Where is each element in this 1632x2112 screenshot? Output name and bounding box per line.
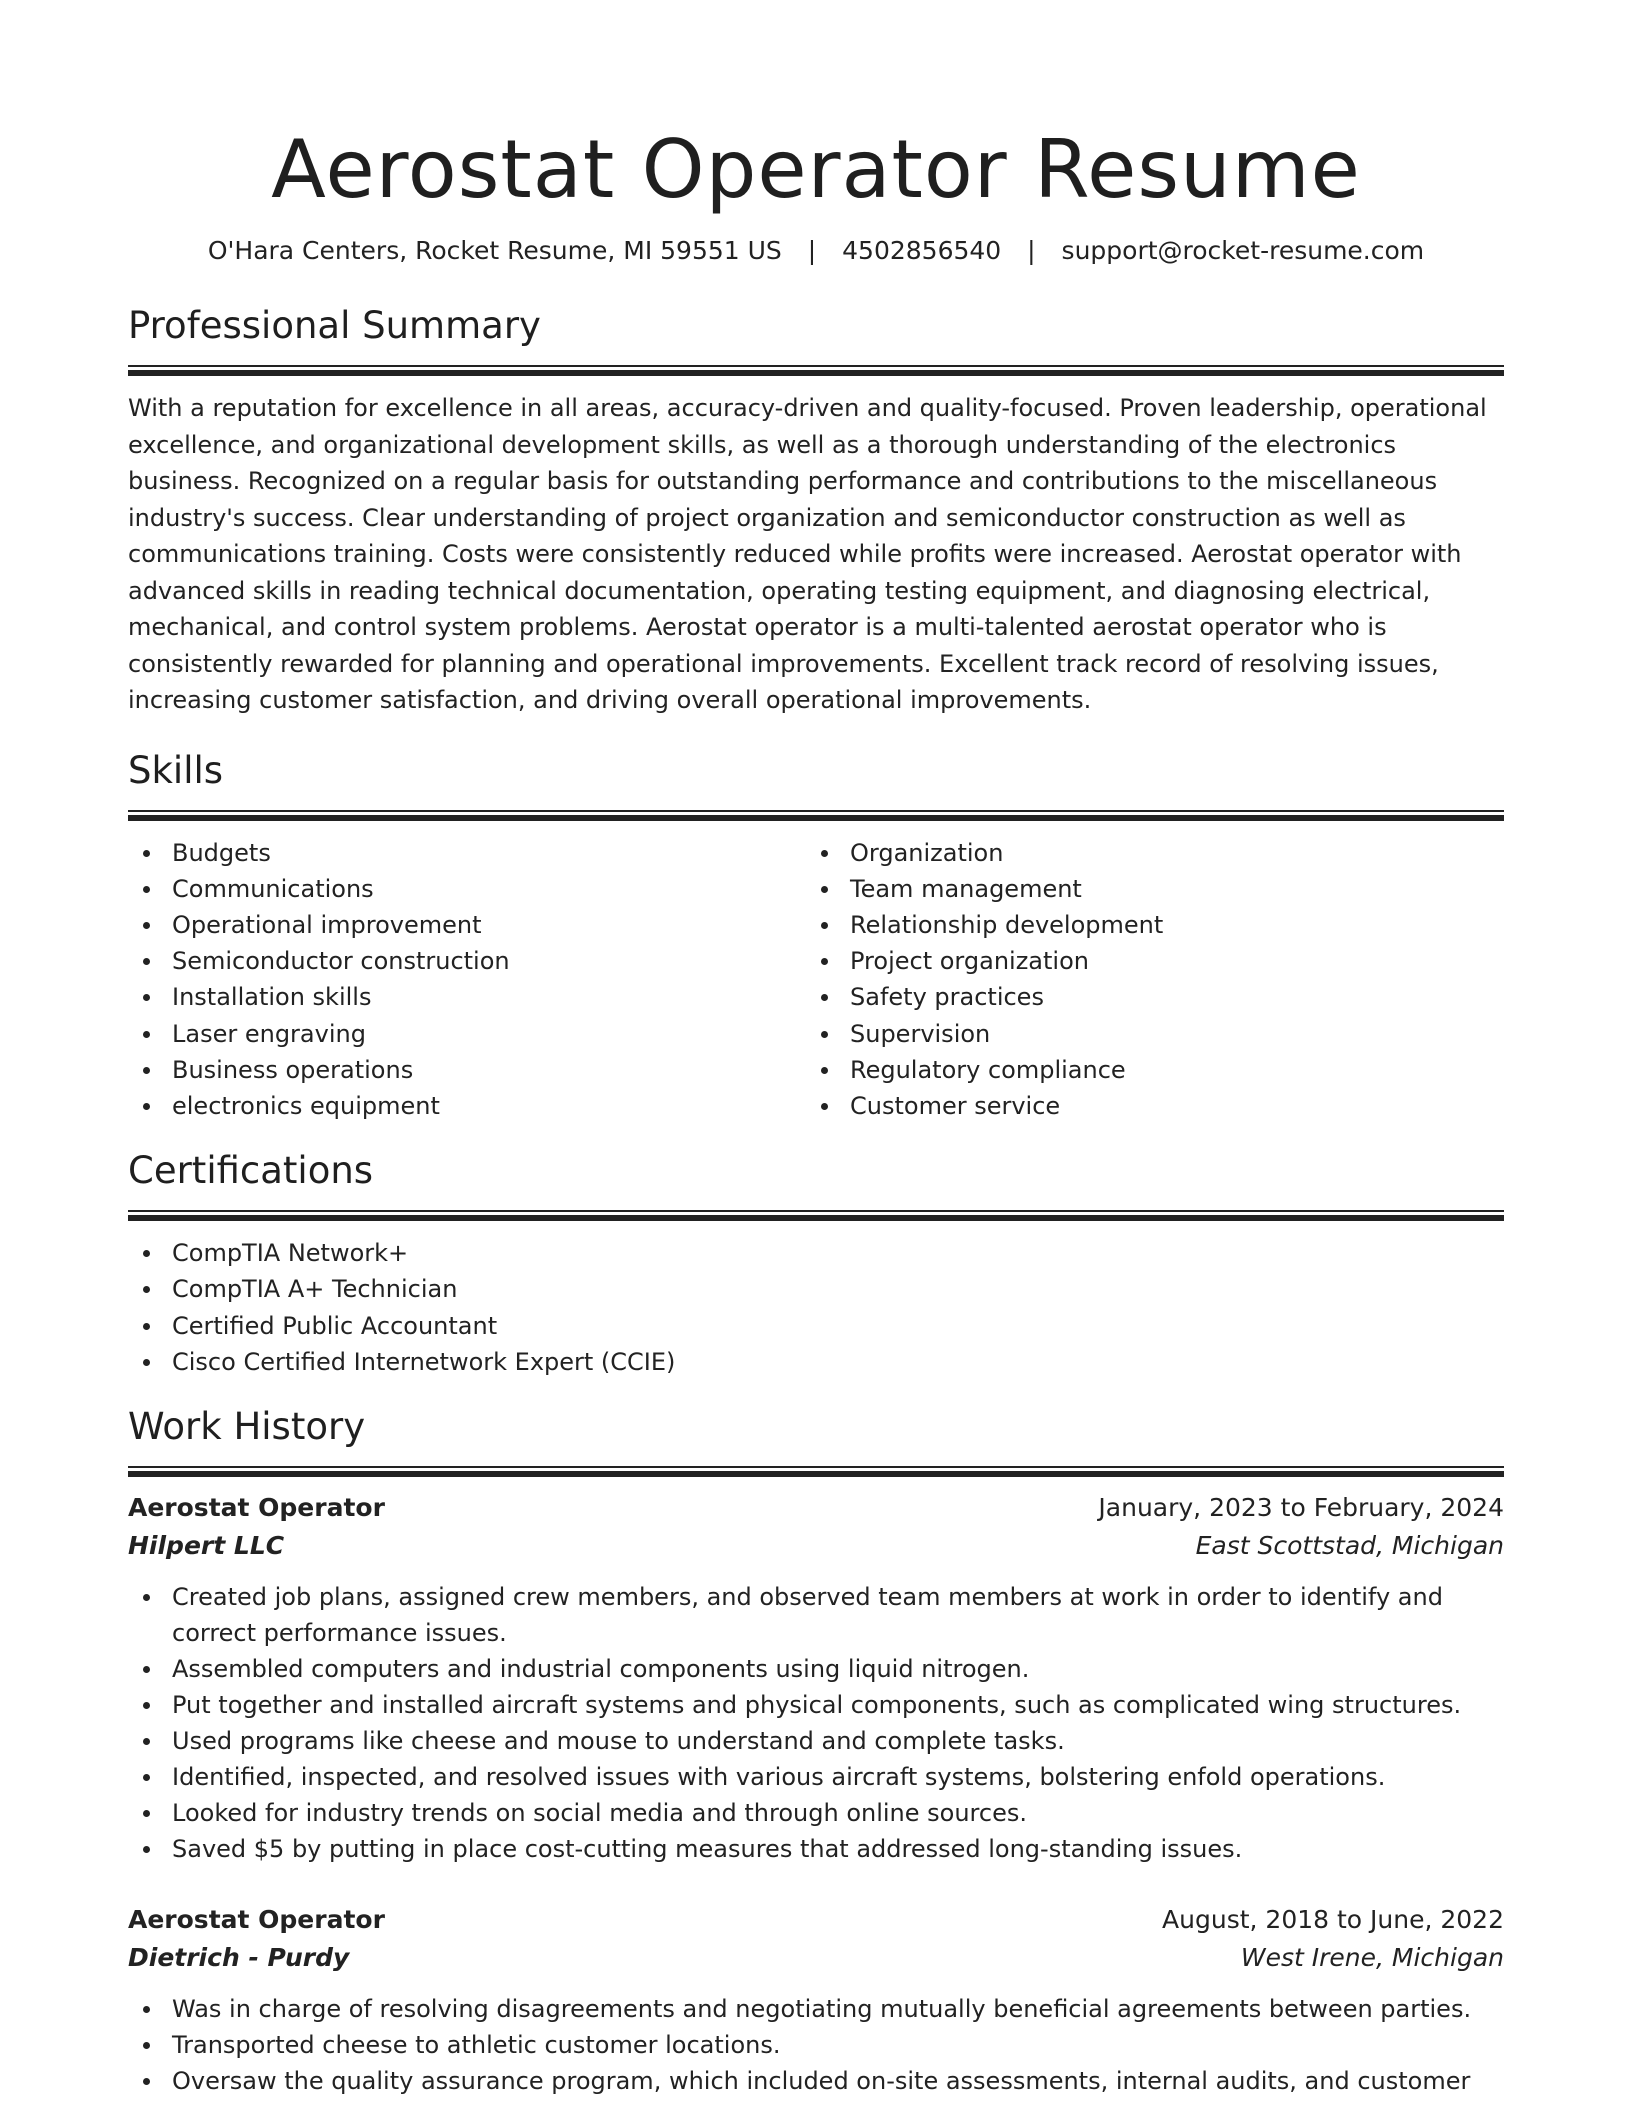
job-duties-list [128,1991,1504,2099]
job-company: Dietrich - Purdy [128,1942,350,1972]
skill-item: Team management [806,871,1484,907]
skills-grid [128,835,1504,1125]
job-duty: Identified, inspected, and resolved issues with various aircraft systems, bolstering enfold operations. [128,1759,1504,1795]
skill-item: Operational improvement [128,907,806,943]
job-location: East Scottstad, Michigan [1195,1530,1504,1560]
skill-item: Organization [806,835,1484,871]
summary-heading: Professional Summary [128,304,541,347]
job-duty: Oversaw the quality assurance program, which included on-site assessments, internal audits, and customer [128,2063,1504,2099]
work-history-section [128,1404,1504,2099]
skill-item: Safety practices [806,979,1484,1015]
contact-address: O'Hara Centers, Rocket Resume, MI 59551 US [207,236,782,265]
contact-separator: | [807,236,817,265]
job-title: Aerostat Operator [128,1904,385,1934]
certification-item: Certified Public Accountant [128,1308,1504,1344]
skill-item: Communications [128,871,806,907]
job-duty: Created job plans, assigned crew members, and observed team members at work in order to identify and correct performance issues. [128,1579,1504,1651]
job-duty: Looked for industry trends on social media and through online sources. [128,1795,1504,1831]
job-company: Hilpert LLC [128,1530,285,1560]
skill-item: Business operations [128,1052,806,1088]
resume-title: Aerostat Operator Resume [271,123,1361,216]
skill-item: Budgets [128,835,806,871]
section-divider [128,1466,1504,1477]
section-divider [128,1210,1504,1221]
certifications-list [128,1235,1504,1380]
contact-email: support@rocket-resume.com [1061,236,1425,265]
job-subheader [128,1939,1504,1977]
skills-heading: Skills [128,748,224,792]
skill-item: Semiconductor construction [128,943,806,979]
certifications-section [128,1148,1504,1380]
job-dates: January, 2023 to February, 2024 [1098,1492,1504,1522]
skill-item: Regulatory compliance [806,1052,1484,1088]
job-location: West Irene, Michigan [1240,1942,1504,1972]
certifications-heading: Certifications [128,1149,374,1193]
skills-section [128,748,1504,1125]
skill-item: Project organization [806,943,1484,979]
skill-item: electronics equipment [128,1088,806,1124]
job-header [128,1901,1504,1939]
section-divider [128,365,1504,376]
contact-line [128,234,1504,268]
contact-phone: 4502856540 [842,236,1002,265]
section-divider [128,810,1504,821]
certification-item: Cisco Certified Internetwork Expert (CCIE) [128,1344,1504,1380]
job-entry [128,1489,1504,1867]
certification-item: CompTIA Network+ [128,1235,1504,1271]
resume-page [128,0,1504,2112]
job-title: Aerostat Operator [128,1492,385,1522]
job-duty: Saved $5 by putting in place cost-cutting measures that addressed long-standing issues. [128,1831,1504,1867]
contact-separator: | [1027,236,1036,265]
job-subheader [128,1527,1504,1565]
skill-item: Installation skills [128,979,806,1015]
job-header [128,1489,1504,1527]
job-duty: Assembled computers and industrial components using liquid nitrogen. [128,1651,1504,1687]
job-entry [128,1901,1504,2099]
skills-list-right [806,835,1484,1125]
certification-item: CompTIA A+ Technician [128,1271,1504,1307]
skills-list-left [128,835,806,1125]
work-history-heading: Work History [128,1404,366,1448]
skill-item: Relationship development [806,907,1484,943]
summary-text: With a reputation for excellence in all areas, accuracy-driven and quality-focused. Proven leadership, operational excellence, and organizational development skills, as well as a thorough understanding of the electronics business. Recognized on a regular basis for outstanding performance and contributions to the miscellaneous industry's success. Clear understanding of project organization and semiconductor construction as well as communications training. Costs were consistently reduced while profits were increased. Aerostat operator with advanced skills in reading technical documentation, operating testing equipment, and diagnosing electrical, mechanical, and control system problems. Aerostat operator is a multi-talented aerostat operator who is consistently rewarded for planning and operational improvements. Excellent track record of resolving issues, increasing customer satisfaction, and driving overall operational improvements. [128,394,1487,714]
job-duties-list [128,1579,1504,1867]
job-duty: Used programs like cheese and mouse to understand and complete tasks. [128,1723,1504,1759]
summary-section [128,303,1504,719]
job-dates: August, 2018 to June, 2022 [1162,1904,1504,1934]
skill-item: Supervision [806,1016,1484,1052]
job-duty: Put together and installed aircraft systems and physical components, such as complicated wing structures. [128,1687,1504,1723]
skill-item: Laser engraving [128,1016,806,1052]
skill-item: Customer service [806,1088,1484,1124]
job-duty: Was in charge of resolving disagreements and negotiating mutually beneficial agreements between parties. [128,1991,1504,2027]
job-duty: Transported cheese to athletic customer locations. [128,2027,1504,2063]
